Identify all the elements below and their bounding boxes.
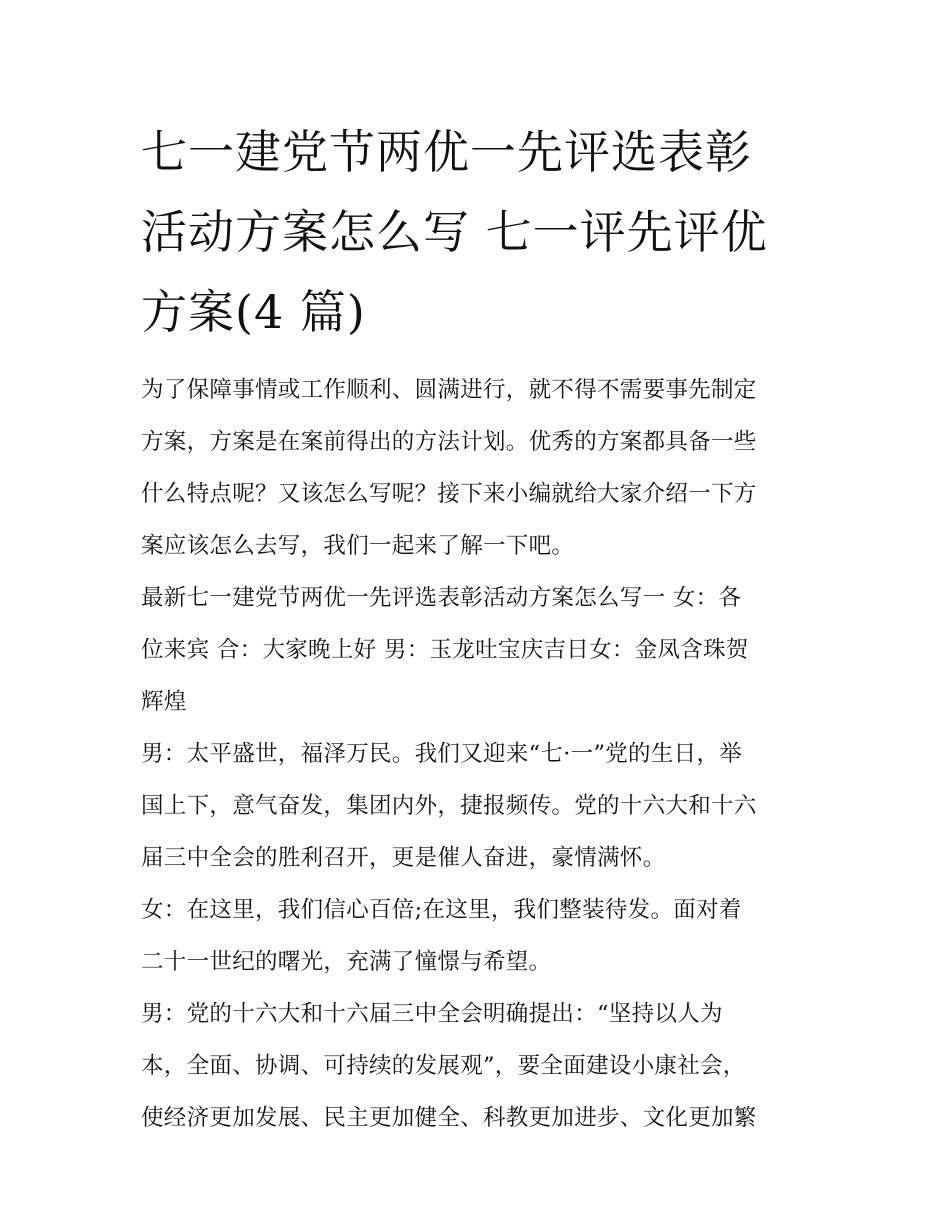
paragraph-male-speech-2 [141, 988, 821, 1144]
paragraph-intro [141, 364, 821, 572]
paragraph-line: 最新七一建党节两优一先评选表彰活动方案怎么写一 女：各 [141, 585, 742, 611]
title-line: 活动方案怎么写 七一评先评优 [141, 205, 768, 259]
paragraph-female-speech-1 [141, 884, 821, 988]
paragraph-line: 二十一世纪的曙光，充满了憧憬与希望。 [141, 949, 552, 975]
paragraph-line: 国上下，意气奋发，集团内外，捷报频传。党的十六大和十六 [141, 793, 757, 819]
paragraph-male-speech-1 [141, 728, 821, 884]
paragraph-line: 使经济更加发展、民主更加健全、科教更加进步、文化更加繁 [141, 1105, 757, 1131]
paragraph-line: 女：在这里，我们信心百倍;在这里，我们整装待发。面对着 [141, 897, 742, 923]
paragraph-opening [141, 572, 821, 728]
paragraph-line: 案应该怎么去写，我们一起来了解一下吧。 [141, 533, 575, 559]
paragraph-line: 届三中全会的胜利召开，更是催人奋进，豪情满怀。 [141, 845, 666, 871]
paragraph-line: 男：太平盛世，福泽万民。我们又迎来“七·一”党的生日，举 [141, 741, 743, 767]
paragraph-line: 方案，方案是在案前得出的方法计划。优秀的方案都具备一些 [141, 429, 757, 455]
paragraph-line: 本，全面、协调、可持续的发展观”，要全面建设小康社会， [141, 1053, 746, 1079]
paragraph-line: 位来宾 合：大家晚上好 男：玉龙吐宝庆吉日女：金凤含珠贺 [141, 637, 749, 663]
document-content [141, 112, 821, 1144]
paragraph-line: 男：党的十六大和十六届三中全会明确提出：“坚持以人为 [141, 1001, 723, 1027]
document-title [141, 112, 821, 352]
paragraph-line: 辉煌 [141, 689, 187, 715]
paragraph-line: 为了保障事情或工作顺利、圆满进行，就不得不需要事先制定 [141, 377, 757, 403]
title-line: 方案(4 篇) [141, 285, 366, 339]
title-line: 七一建党节两优一先评选表彰 [141, 125, 752, 179]
paragraph-line: 什么特点呢？又该怎么写呢？接下来小编就给大家介绍一下方 [141, 481, 757, 507]
title-heading [141, 112, 821, 352]
